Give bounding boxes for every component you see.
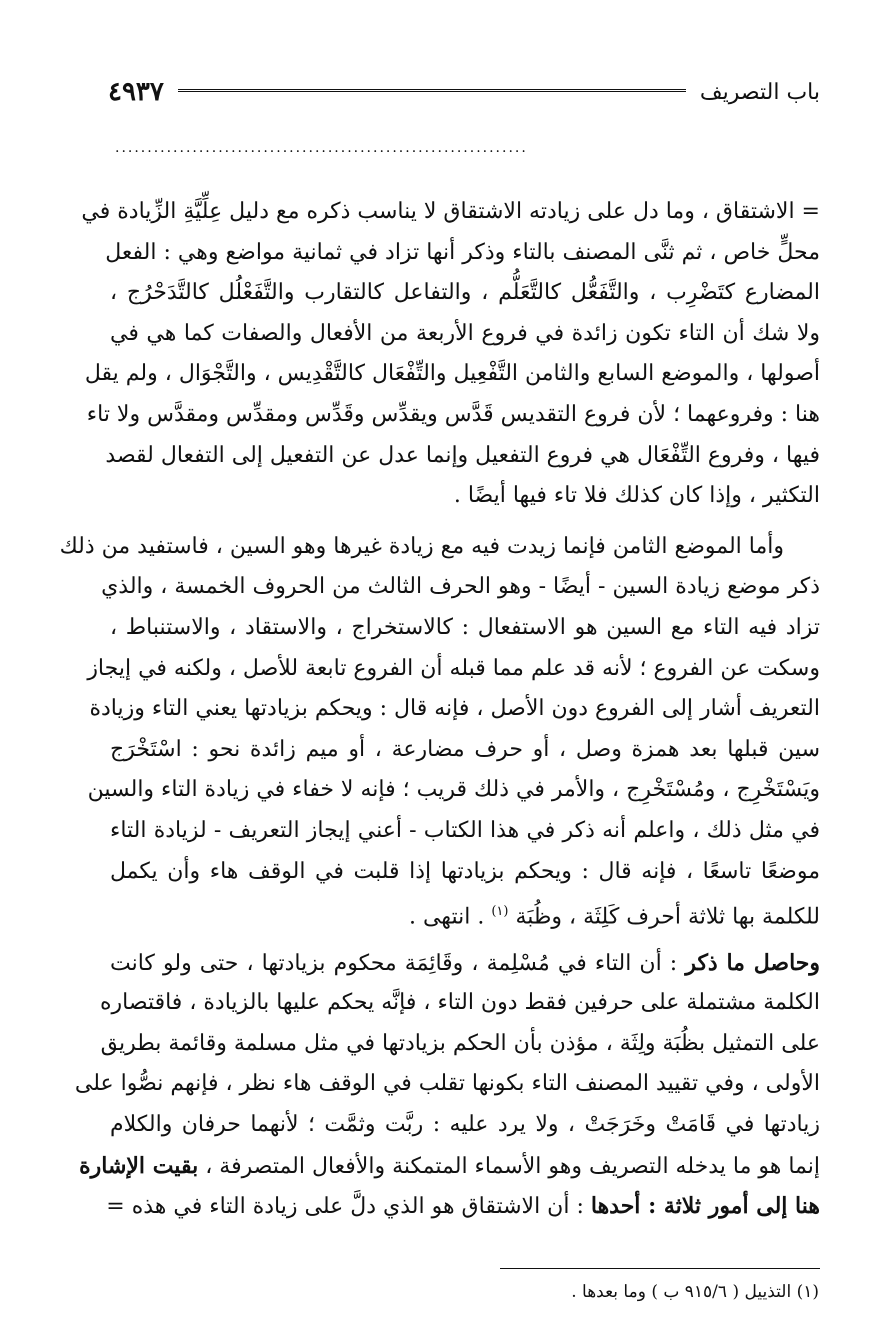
footnote-rule	[500, 1268, 820, 1269]
footnote-ref: (١)	[491, 904, 509, 920]
header-rule	[178, 89, 686, 95]
text-line	[110, 943, 820, 984]
text-line: ولا شك أن التاء تكون زائدة في فروع الأربعة من الأفعال والصفات كما هي في	[110, 320, 820, 346]
text-segment: إنما هو ما يدخله التصريف وهو الأسماء المتمكنة والأفعال المتصرفة ،	[205, 1153, 820, 1179]
bold-segment: بقيت الإشارة	[79, 1152, 199, 1179]
text-line: فيها ، وفروع التِّفْعَال هي فروع التفعيل وإنما عدل عن التفعيل إلى التفعال لقصد	[105, 442, 820, 468]
text-line: وأما الموضع الثامن فإنما زيدت فيه مع زيادة غيرها وهو السين ، فاستفيد من ذلك	[59, 533, 784, 559]
main-text	[59, 192, 820, 1227]
text-line: الكلمة مشتملة على حرفين فقط دون التاء ، فإنَّه يحكم عليها بالزيادة ، فاقتصاره	[100, 990, 820, 1016]
page-number: ٤٩٣٧	[108, 77, 164, 107]
footnote: (١) التذييل ( ٩١٥/٦ ب ) وما بعدها .	[571, 1282, 819, 1302]
text-line: تزاد فيه التاء مع السين هو الاستفعال : كالاستخراج ، والاستقاد ، والاستنباط ،	[110, 614, 820, 640]
dotted-separator: ................................................................	[115, 140, 528, 156]
chapter-title: باب التصريف	[699, 79, 820, 105]
text-segment: للكلمة بها ثلاثة أحرف كَلِثَة ، وظُبَة	[515, 904, 820, 930]
text-segment: : أن التاء في مُسْلِمة ، وقَائِمَة محكوم بزيادتها ، حتى ولو كانت	[110, 950, 678, 976]
bold-segment: هنا إلى أمور ثلاثة : أحدها	[590, 1193, 820, 1220]
text-segment: : أن الاشتقاق هو الذي دلَّ على زيادة التاء في هذه =	[106, 1194, 584, 1220]
text-line: هنا : وفروعهما ؛ لأن فروع التقديس قَدَّس ويقدِّس وقَدِّس ومقدِّس ومقدَّس ولا تاء	[86, 401, 820, 427]
text-line: زيادتها في قَامَتْ وخَرَجَتْ ، ولا يرد عليه : ربَّت وثمَّت ؛ لأنهما حرفان والكلام	[110, 1112, 820, 1138]
page-header	[108, 72, 820, 112]
text-line	[79, 1146, 820, 1187]
text-line: المضارع كتَضْرِب ، والتَّفَعُّل كالتَّعَلُّم ، والتفاعل كالتقارب والتَّفَعْلُل كالتَّدَحْرُج ،	[110, 280, 820, 306]
text-line: سين قبلها بعد همزة وصل ، أو حرف مضارعة ، أو ميم زائدة نحو : اسْتَخْرَج	[110, 736, 820, 762]
text-line	[106, 1186, 820, 1227]
text-line	[110, 892, 820, 933]
text-line: محلٍّ خاص ، ثم ثنَّى المصنف بالتاء وذكر أنها تزاد في ثمانية مواضع وهي : الفعل	[105, 239, 820, 265]
text-line: أصولها ، والموضع السابع والثامن التَّفْعِيل والتِّفْعَال كالتَّقْدِيس ، والتَّجْوَال ، ولم يقل	[84, 361, 820, 387]
text-line: ويَسْتَخْرِج ، ومُسْتَخْرِج ، والأمر في ذلك قريب ؛ فإنه لا خفاء في زيادة التاء والسين	[87, 777, 820, 803]
text-line: = الاشتقاق ، وما دل على زيادته الاشتقاق لا يناسب ذكره مع دليل عِلِّيَّةِ الزِّيادة في	[81, 199, 820, 224]
text-line: موضعًا تاسعًا ، فإنه قال : ويحكم بزيادتها إذا قلبت في الوقف هاء وأن يكمل	[110, 858, 820, 884]
text-segment: . انتهى .	[408, 904, 485, 930]
text-line: التعريف أشار إلى الفروع دون الأصل ، فإنه قال : ويحكم بزيادتها يعني التاء وزيادة	[89, 696, 820, 722]
text-line: ذكر موضع زيادة السين - أيضًا - وهو الحرف الثالث من الحروف الخمسة ، والذي	[101, 574, 820, 600]
text-line: وسكت عن الفروع ؛ لأنه قد علم مما قبله أن الفروع تابعة للأصل ، ولكنه في إيجاز	[87, 655, 820, 681]
text-line: التكثير ، وإذا كان كذلك فلا تاء فيها أيضًا .	[453, 483, 820, 509]
bold-lead: وحاصل ما ذكر	[685, 949, 820, 976]
text-line: على التمثيل بظُبَة ولِثَة ، مؤذن بأن الحكم بزيادتها في مثل مسلمة وقائمة بطريق	[100, 1030, 820, 1056]
text-line: في مثل ذلك ، واعلم أنه ذكر في هذا الكتاب - أعني إيجاز التعريف - لزيادة التاء	[110, 817, 820, 843]
text-line: الأولى ، وفي تقييد المصنف التاء بكونها تقلب في الوقف هاء نظر ، فإنهم نصُّوا على	[74, 1071, 820, 1097]
